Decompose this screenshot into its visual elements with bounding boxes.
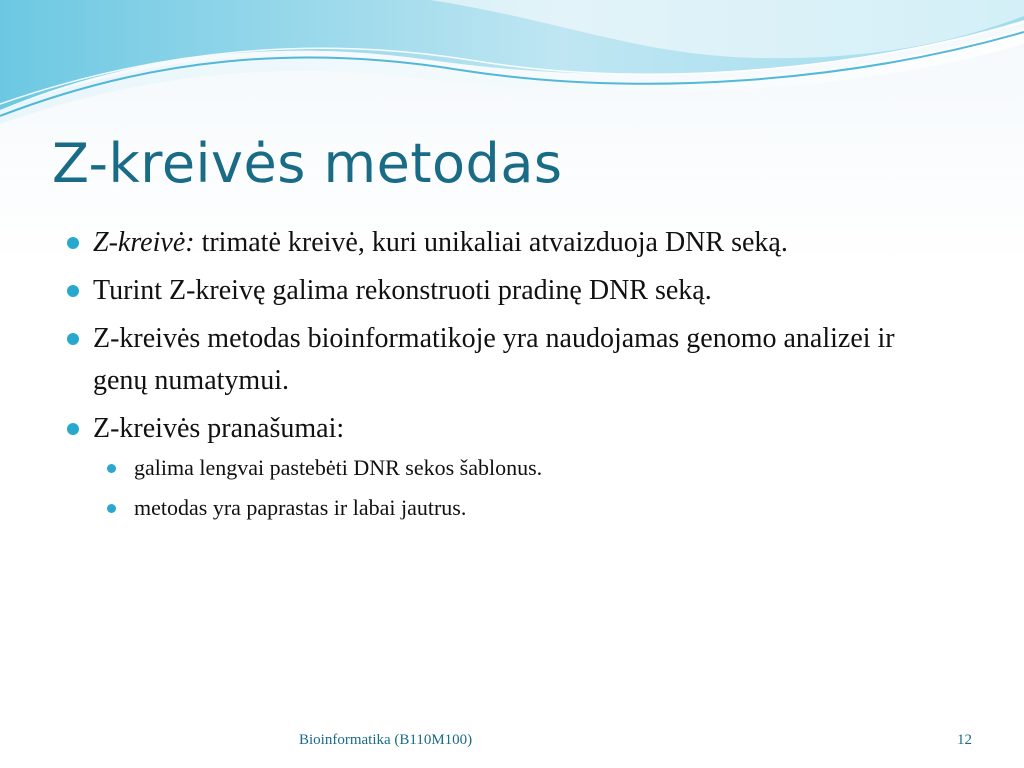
bullet-text: Turint Z-kreivę galima rekonstruoti pradinę DNR seką.: [93, 275, 712, 306]
bullet-item: [66, 222, 946, 264]
header-wave-decoration: [0, 0, 1024, 130]
bullet-dot-icon: [67, 333, 79, 345]
bullet-dot-icon: [67, 285, 79, 297]
slide-title: Z-kreivės metodas: [52, 132, 563, 195]
bullet-item: [66, 270, 946, 312]
slide-content: [66, 222, 946, 532]
bullet-dot-icon: [107, 504, 116, 513]
bullet-dot-icon: [107, 464, 116, 473]
bullet-text: Z-kreivės metodas bioinformatikoje yra naudojamas genomo analizei ir genų numatymui.: [93, 323, 895, 396]
sub-bullet-list: [107, 452, 946, 524]
bullet-dot-icon: [67, 423, 79, 435]
bullet-item: [66, 318, 946, 402]
bullet-item: [66, 408, 946, 524]
sub-bullet-text: metodas yra paprastas ir labai jautrus.: [134, 495, 467, 520]
sub-bullet-text: galima lengvai pastebėti DNR sekos šablonus.: [134, 455, 543, 480]
bullet-text: Z-kreivės pranašumai:: [93, 413, 345, 444]
bullet-list: [66, 222, 946, 524]
sub-bullet-item: [107, 492, 946, 524]
footer-page-number: 12: [957, 732, 972, 748]
bullet-text: trimatė kreivė, kuri unikaliai atvaizduoja DNR seką.: [194, 227, 788, 258]
bullet-dot-icon: [67, 237, 79, 249]
term-label: Z-kreivė:: [93, 227, 195, 258]
sub-bullet-item: [107, 452, 946, 484]
footer-course: Bioinformatika (B110M100): [299, 732, 473, 748]
